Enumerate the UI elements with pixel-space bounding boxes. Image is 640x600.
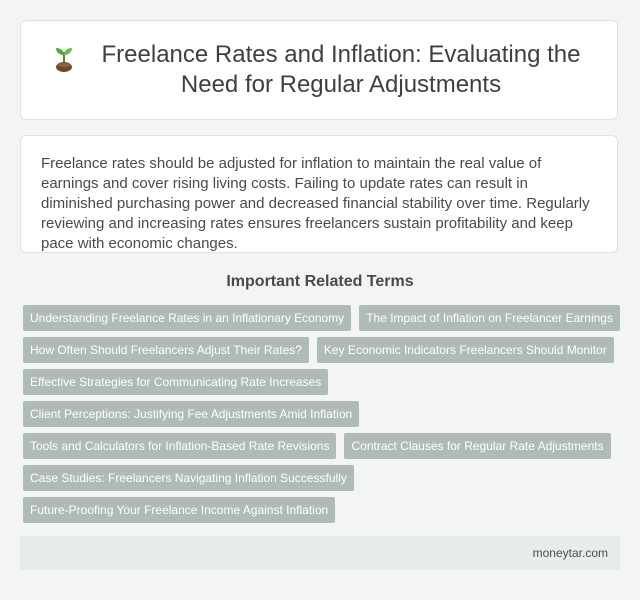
- related-terms-list: [23, 305, 620, 523]
- footer-bar: [20, 536, 620, 570]
- related-term-link[interactable]: The Impact of Inflation on Freelancer Earnings: [359, 305, 620, 331]
- summary-card: [20, 135, 618, 253]
- footer-site-name: moneytar.com: [532, 546, 608, 560]
- related-term-link[interactable]: Client Perceptions: Justifying Fee Adjustments Amid Inflation: [23, 401, 359, 427]
- summary-text: Freelance rates should be adjusted for inflation to maintain the real value of earnings and cover rising living costs. Failing to update rates can result in diminished purchasing power and decreased financial stability over time. Regularly reviewing and increasing rates ensures freelancers sustain profitability and keep pace with economic changes.: [41, 155, 590, 252]
- related-term-link[interactable]: Understanding Freelance Rates in an Inflationary Economy: [23, 305, 351, 331]
- related-term-link[interactable]: Future-Proofing Your Freelance Income Against Inflation: [23, 497, 335, 523]
- title-card: [20, 20, 618, 120]
- related-term-link[interactable]: Tools and Calculators for Inflation-Based Rate Revisions: [23, 433, 336, 459]
- related-terms-heading: Important Related Terms: [226, 273, 414, 290]
- related-term-link[interactable]: Effective Strategies for Communicating Rate Increases: [23, 369, 328, 395]
- page-title: Freelance Rates and Inflation: Evaluating the Need for Regular Adjustments: [101, 41, 581, 98]
- title-row: [21, 40, 617, 100]
- related-term-link[interactable]: How Often Should Freelancers Adjust Their Rates?: [23, 337, 309, 363]
- sprout-icon: [49, 43, 79, 73]
- related-term-link[interactable]: Case Studies: Freelancers Navigating Inflation Successfully: [23, 465, 354, 491]
- related-term-link[interactable]: Key Economic Indicators Freelancers Should Monitor: [317, 337, 614, 363]
- related-term-link[interactable]: Contract Clauses for Regular Rate Adjustments: [344, 433, 610, 459]
